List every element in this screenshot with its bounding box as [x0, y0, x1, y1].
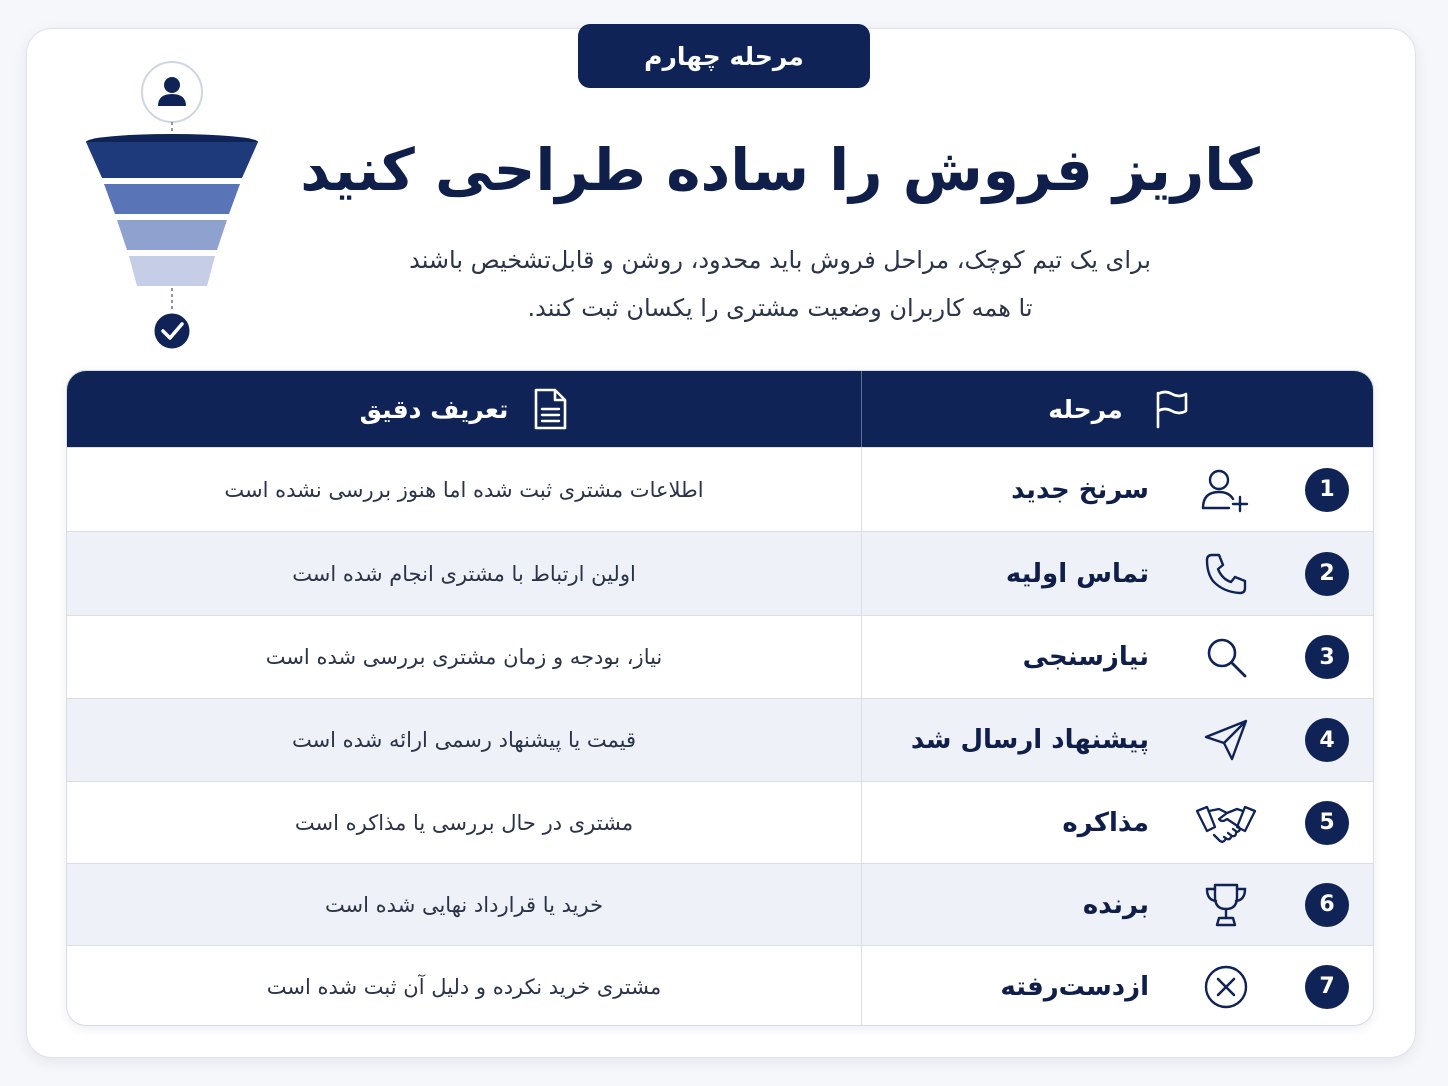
subtitle-line-2: تا همه کاربران وضعیت مشتری را یکسان ثبت کنند. — [527, 294, 1033, 322]
definition-cell: مشتری خرید نکرده و دلیل آن ثبت شده است — [266, 974, 662, 999]
stage-cell — [861, 699, 1374, 781]
table-row — [67, 698, 1374, 781]
stage-name: ازدست‌رفته — [1000, 971, 1149, 1002]
header-stage-label: مرحله — [1048, 394, 1123, 424]
document-icon — [532, 387, 568, 431]
stage-number: 4 — [1305, 718, 1349, 762]
table-row — [67, 863, 1374, 945]
definition-cell: نیاز، بودجه و زمان مشتری بررسی شده است — [265, 645, 663, 669]
header-definition-label: تعریف دقیق — [359, 394, 509, 424]
stage-name: مذاکره — [1062, 807, 1149, 838]
definition-cell: خرید یا قرارداد نهایی شده است — [324, 892, 604, 917]
stage-name: نیازسنجی — [1022, 642, 1149, 672]
stage-number: 6 — [1305, 883, 1349, 927]
page-subtitle — [330, 236, 1230, 332]
user-icon — [142, 62, 202, 122]
table-row — [67, 615, 1374, 698]
funnel-illustration — [84, 60, 264, 360]
definition-cell: اولین ارتباط با مشتری انجام شده است — [292, 561, 636, 586]
stage-name: تماس اولیه — [1005, 558, 1149, 589]
flag-icon — [1153, 389, 1189, 429]
stage-name: پیشنهاد ارسال شد — [910, 725, 1149, 755]
stage-cell — [861, 864, 1374, 945]
stage-cell — [861, 946, 1374, 1026]
stage-cell — [861, 782, 1374, 863]
header-stage — [861, 371, 1374, 447]
phone-icon — [1195, 550, 1257, 598]
stage-cell — [861, 532, 1374, 615]
definition-cell: قیمت یا پیشنهاد رسمی ارائه شده است — [291, 728, 637, 752]
stage-number: 1 — [1305, 468, 1349, 512]
x-circle-icon — [1195, 963, 1257, 1011]
table-header — [67, 371, 1374, 447]
search-icon — [1195, 633, 1257, 681]
pipeline-stages-table — [66, 370, 1374, 1026]
header-definition — [67, 371, 861, 447]
stage-name: برنده — [1082, 889, 1149, 920]
table-row — [67, 447, 1374, 531]
table-row — [67, 781, 1374, 863]
handshake-icon — [1195, 799, 1257, 847]
user-plus-icon — [1195, 466, 1257, 514]
stage-cell — [861, 616, 1374, 698]
page-title: کاریز فروش را ساده طراحی کنید — [300, 136, 1260, 204]
table-row — [67, 945, 1374, 1026]
trophy-icon — [1195, 881, 1257, 929]
step-badge: مرحله چهارم — [578, 24, 870, 88]
definition-cell: مشتری در حال بررسی یا مذاکره است — [294, 810, 634, 835]
table-body — [67, 447, 1374, 1026]
send-icon — [1195, 716, 1257, 764]
table-row — [67, 531, 1374, 615]
stage-cell — [861, 448, 1374, 531]
stage-number: 5 — [1305, 801, 1349, 845]
subtitle-line-1: برای یک تیم کوچک، مراحل فروش باید محدود، روشن و قابل‌تشخیص باشند — [409, 246, 1151, 274]
definition-cell: اطلاعات مشتری ثبت شده اما هنوز بررسی نشده است — [224, 477, 704, 502]
stage-number: 7 — [1305, 965, 1349, 1009]
stage-name: سرنخ جدید — [1011, 474, 1149, 505]
stage-number: 2 — [1305, 552, 1349, 596]
stage-number: 3 — [1305, 635, 1349, 679]
check-icon — [153, 312, 191, 350]
